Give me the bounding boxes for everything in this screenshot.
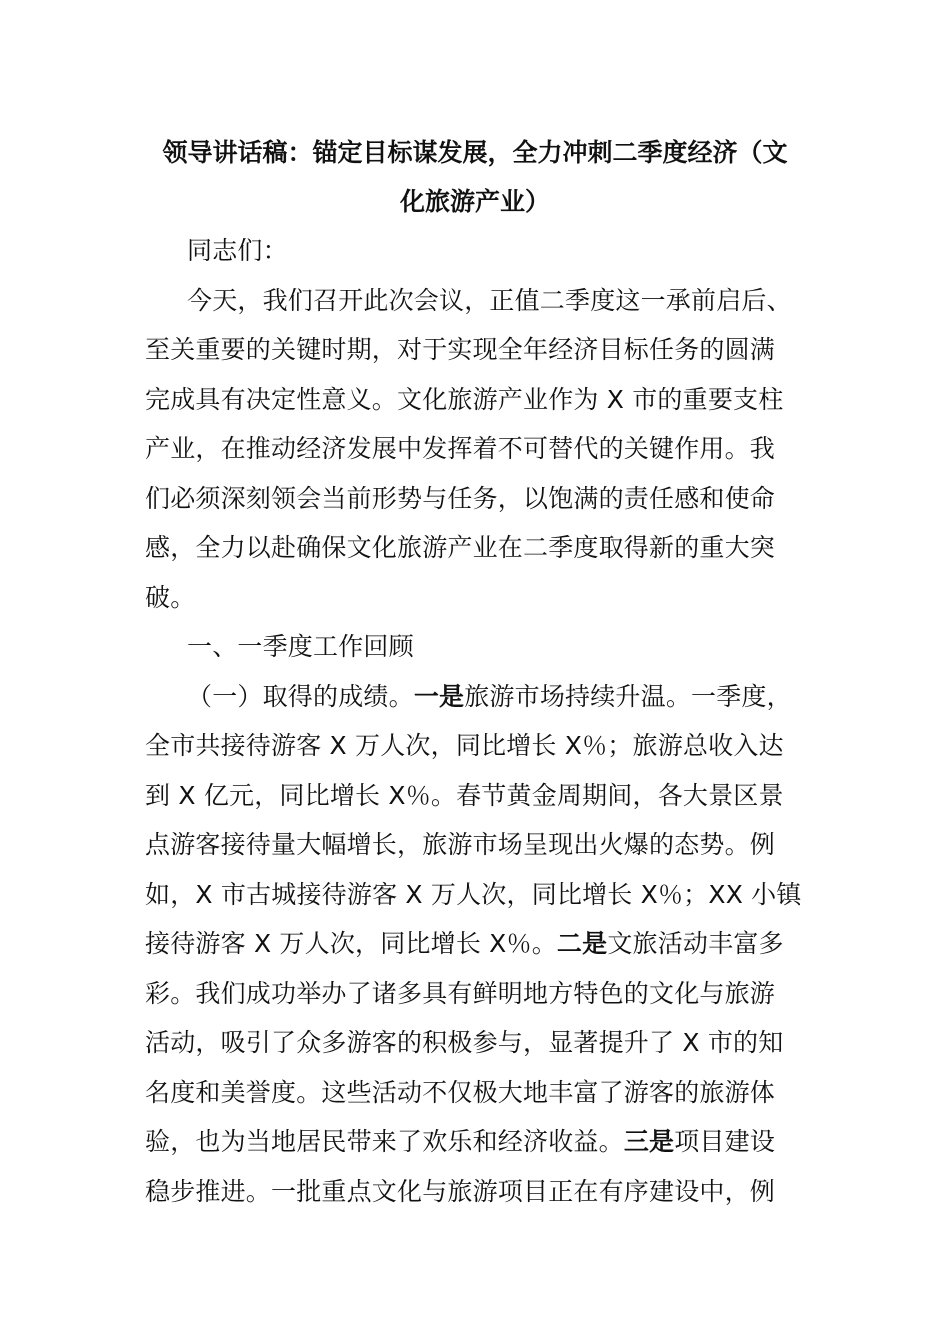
paragraph-text: 项目建设 (674, 1127, 776, 1156)
paragraph-text: 文旅活动丰富多 (607, 929, 784, 958)
paragraph-line: 们必须深刻领会当前形势与任务，以饱满的责任感和使命 (145, 483, 776, 513)
paragraph-line: 到 X 亿元，同比增长 X％。春节黄金周期间，各大景区景 (145, 780, 784, 810)
paragraph-line: 完成具有决定性意义。文化旅游产业作为 X 市的重要支柱 (145, 384, 784, 414)
greeting: 同志们： (187, 236, 288, 265)
paragraph-line: 活动，吸引了众多游客的积极参与，显著提升了 X 市的知 (145, 1028, 784, 1057)
title-line: 化旅游产业） (399, 187, 550, 216)
paragraph-line (145, 919, 805, 969)
emphasis-text: 三是 (623, 1127, 675, 1156)
section-heading: 一、一季度工作回顾 (187, 632, 414, 661)
paragraph-line: 全市共接待游客 X 万人次，同比增长 X％；旅游总收入达 (145, 731, 784, 760)
paragraph-line: 如，X 市古城接待游客 X 万人次，同比增长 X％；XX 小镇 (145, 879, 802, 909)
paragraph-text: 旅游市场持续升温。一季度， (464, 681, 792, 711)
paragraph-line (145, 672, 805, 722)
document-title (140, 128, 810, 226)
title-line: 领导讲话稿：锚定目标谋发展，全力冲刺二季度经济（文 (162, 138, 788, 167)
paragraph-text: 接待游客 X 万人次，同比增长 X％。 (145, 929, 557, 958)
emphasis-text: 一是 (413, 681, 465, 711)
paragraph-line: 感，全力以赴确保文化旅游产业在二季度取得新的重大突 (145, 533, 776, 562)
intro-paragraph (145, 276, 805, 623)
paragraph-line: 破。 (145, 582, 196, 612)
document-body (145, 226, 805, 1216)
paragraph-line: 产业，在推动经济发展中发挥着不可替代的关键作用。我 (145, 434, 776, 463)
paragraph-line: 今天，我们召开此次会议，正值二季度这一承前启后、 (187, 285, 792, 315)
paragraph-line: 彩。我们成功举办了诸多具有鲜明地方特色的文化与旅游 (145, 978, 776, 1008)
paragraph-line: 点游客接待量大幅增长，旅游市场呈现出火爆的态势。例 (145, 830, 776, 859)
paragraph-line (145, 1117, 805, 1167)
paragraph-line: 至关重要的关键时期，对于实现全年经济目标任务的圆满 (145, 335, 776, 364)
paragraph-line: 稳步推进。一批重点文化与旅游项目正在有序建设中，例 (145, 1176, 776, 1206)
subheading-text: （一）取得的成绩。 (187, 681, 414, 711)
paragraph-text: 验，也为当地居民带来了欢乐和经济收益。 (145, 1127, 624, 1156)
emphasis-text: 二是 (556, 929, 608, 958)
paragraph-line: 名度和美誉度。这些活动不仅极大地丰富了游客的旅游体 (145, 1077, 776, 1107)
achievements-paragraph (145, 672, 805, 1217)
